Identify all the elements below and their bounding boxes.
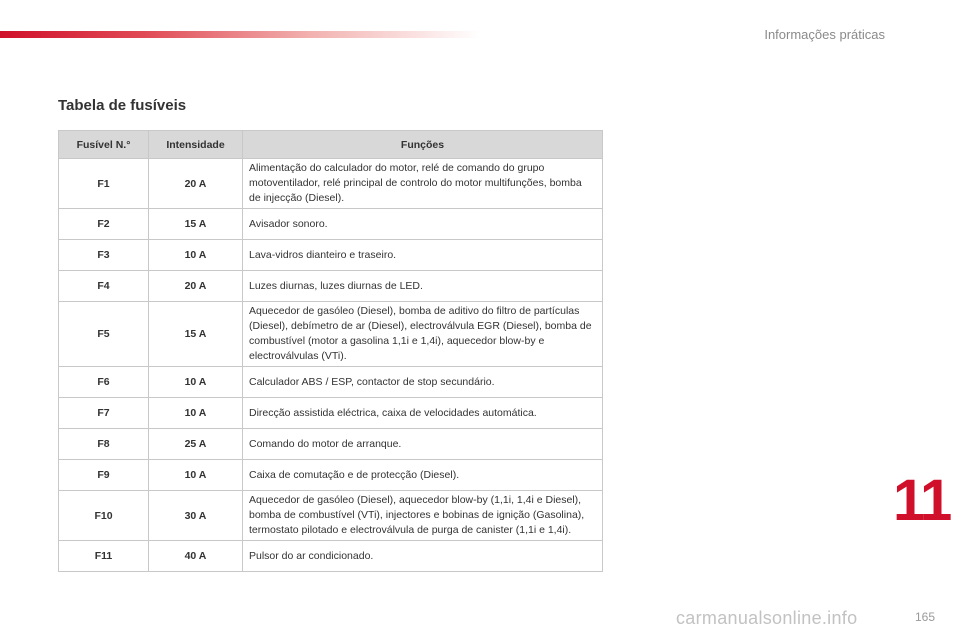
fuse-number-cell: F5 <box>59 302 149 367</box>
fuse-number-cell: F9 <box>59 460 149 491</box>
table-row <box>59 271 603 302</box>
fuse-function-cell: Lava-vidros dianteiro e traseiro. <box>243 240 603 271</box>
table-row <box>59 460 603 491</box>
fuse-number-cell: F10 <box>59 491 149 541</box>
fuse-number-cell: F2 <box>59 209 149 240</box>
table-row <box>59 491 603 541</box>
table-row <box>59 240 603 271</box>
fuse-rating-cell: 20 A <box>149 271 243 302</box>
fuse-function-cell: Avisador sonoro. <box>243 209 603 240</box>
fuse-rating-cell: 40 A <box>149 541 243 572</box>
fuse-function-cell: Pulsor do ar condicionado. <box>243 541 603 572</box>
fuse-rating-cell: 20 A <box>149 159 243 209</box>
section-color-bar <box>0 31 480 38</box>
fuse-rating-cell: 15 A <box>149 302 243 367</box>
fuse-function-cell: Aquecedor de gasóleo (Diesel), aquecedor blow-by (1,1i, 1,4i e Diesel), bomba de combustível (VTi), injectores e bobinas de ignição (Gasolina), termostato pilotado e electroválvula de purga de canister (1,1i e 1,4i). <box>243 491 603 541</box>
fuse-rating-cell: 10 A <box>149 398 243 429</box>
column-header-rating: Intensidade <box>149 131 243 159</box>
fuse-number-cell: F7 <box>59 398 149 429</box>
fuse-function-cell: Calculador ABS / ESP, contactor de stop secundário. <box>243 367 603 398</box>
fuse-function-cell: Alimentação do calculador do motor, relé de comando do grupo motoventilador, relé principal de controlo do motor multifunções, bomba de injecção (Diesel). <box>243 159 603 209</box>
fuse-number-cell: F4 <box>59 271 149 302</box>
table-row <box>59 398 603 429</box>
fuse-number-cell: F11 <box>59 541 149 572</box>
fuse-rating-cell: 10 A <box>149 240 243 271</box>
fuse-function-cell: Aquecedor de gasóleo (Diesel), bomba de aditivo do filtro de partículas (Diesel), debímetro de ar (Diesel), electroválvula EGR (Diesel), bomba de combustível (motor a gasolina 1,1i e 1,4i), aquecedor blow-by e electroválvulas (VTi). <box>243 302 603 367</box>
fuse-rating-cell: 30 A <box>149 491 243 541</box>
section-header: Informações práticas <box>764 27 885 42</box>
fuse-number-cell: F6 <box>59 367 149 398</box>
page-number: 165 <box>915 610 936 624</box>
fuse-function-cell: Comando do motor de arranque. <box>243 429 603 460</box>
table-row <box>59 209 603 240</box>
fuse-function-cell: Luzes diurnas, luzes diurnas de LED. <box>243 271 603 302</box>
table-row <box>59 429 603 460</box>
fuse-function-cell: Caixa de comutação e de protecção (Diesel). <box>243 460 603 491</box>
fuse-rating-cell: 10 A <box>149 460 243 491</box>
watermark: carmanualsonline.info <box>676 608 858 628</box>
chapter-number: 11 <box>893 468 951 533</box>
fuse-rating-cell: 25 A <box>149 429 243 460</box>
table-row <box>59 302 603 367</box>
fuse-rating-cell: 15 A <box>149 209 243 240</box>
table-header-row <box>59 131 603 159</box>
fuse-number-cell: F3 <box>59 240 149 271</box>
fuse-number-cell: F1 <box>59 159 149 209</box>
column-header-fuse-number: Fusível N.° <box>59 131 149 159</box>
table-row <box>59 541 603 572</box>
fuse-number-cell: F8 <box>59 429 149 460</box>
table-row <box>59 367 603 398</box>
fuse-rating-cell: 10 A <box>149 367 243 398</box>
column-header-functions: Funções <box>243 131 603 159</box>
fuse-function-cell: Direcção assistida eléctrica, caixa de velocidades automática. <box>243 398 603 429</box>
page-title: Tabela de fusíveis <box>58 97 187 114</box>
fuse-table <box>58 130 603 572</box>
table-row <box>59 159 603 209</box>
